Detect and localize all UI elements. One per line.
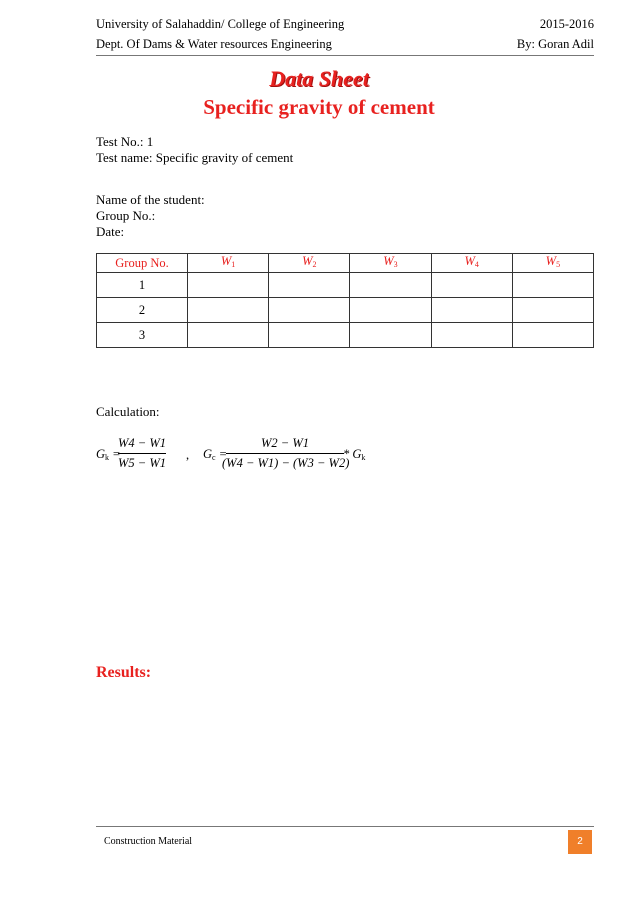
table-cell[interactable] bbox=[269, 273, 350, 298]
student-name-label: Name of the student: bbox=[96, 192, 205, 207]
formula-separator: , bbox=[186, 448, 190, 462]
table-cell[interactable] bbox=[269, 323, 350, 348]
gk-fraction-bar bbox=[118, 453, 166, 454]
table-cell[interactable] bbox=[350, 298, 431, 323]
table-cell[interactable] bbox=[512, 298, 593, 323]
table-cell[interactable] bbox=[431, 298, 512, 323]
table-cell[interactable] bbox=[188, 298, 269, 323]
header-rule bbox=[96, 55, 594, 56]
table-row bbox=[97, 323, 594, 348]
group-number-label: Group No.: bbox=[96, 208, 156, 223]
table-cell[interactable] bbox=[431, 323, 512, 348]
test-number: Test No.: 1 bbox=[96, 134, 154, 149]
table-cell[interactable] bbox=[269, 298, 350, 323]
test-name: Test name: Specific gravity of cement bbox=[96, 150, 294, 165]
table-header-group: Group No. bbox=[97, 254, 188, 273]
table-header-w1: $W_1$ bbox=[188, 254, 269, 273]
gc-multiplier: * $G_k$ bbox=[343, 447, 366, 462]
table-cell[interactable] bbox=[188, 273, 269, 298]
data-table bbox=[96, 253, 594, 348]
header-university: University of Salahaddin/ College of Engineering bbox=[96, 17, 345, 31]
table-row bbox=[97, 298, 594, 323]
header-department: Dept. Of Dams & Water resources Engineering bbox=[96, 37, 332, 51]
gc-numerator: W2 − W1 bbox=[260, 436, 309, 450]
page-title: Data Sheet bbox=[269, 66, 369, 91]
table-header-w4: $W_4$ bbox=[431, 254, 512, 273]
gk-numerator: W4 − W1 bbox=[118, 436, 167, 450]
header-author: By: Goran Adil bbox=[516, 37, 594, 51]
calculation-label: Calculation: bbox=[96, 404, 160, 419]
table-row bbox=[97, 273, 594, 298]
table-header-w2: $W_2$ bbox=[269, 254, 350, 273]
gc-lhs: $G_c$ = bbox=[203, 447, 228, 462]
header-year: 2015-2016 bbox=[539, 17, 594, 31]
gk-lhs: $G_k$ = bbox=[96, 447, 121, 462]
table-cell-group: 2 bbox=[97, 298, 188, 323]
table-cell-group: 1 bbox=[97, 273, 188, 298]
table-header-row bbox=[97, 254, 594, 273]
results-label: Results: bbox=[96, 664, 152, 681]
page-subtitle: Specific gravity of cement bbox=[203, 95, 435, 119]
table-cell-group: 3 bbox=[97, 323, 188, 348]
gc-denominator: (W4 − W1) − (W3 − W2) bbox=[222, 456, 350, 470]
table-cell[interactable] bbox=[431, 273, 512, 298]
date-label: Date: bbox=[96, 224, 125, 239]
gc-fraction-bar bbox=[226, 453, 344, 454]
page-number-badge: 2 bbox=[568, 830, 592, 854]
table-cell[interactable] bbox=[350, 273, 431, 298]
footer-rule bbox=[96, 826, 594, 827]
table-cell[interactable] bbox=[512, 273, 593, 298]
gk-denominator: W5 − W1 bbox=[118, 456, 167, 470]
footer-course: Construction Material bbox=[104, 836, 193, 847]
table-cell[interactable] bbox=[188, 323, 269, 348]
table-cell[interactable] bbox=[512, 323, 593, 348]
table-header-w5: $W_5$ bbox=[512, 254, 593, 273]
table-header-w3: $W_3$ bbox=[350, 254, 431, 273]
table-cell[interactable] bbox=[350, 323, 431, 348]
